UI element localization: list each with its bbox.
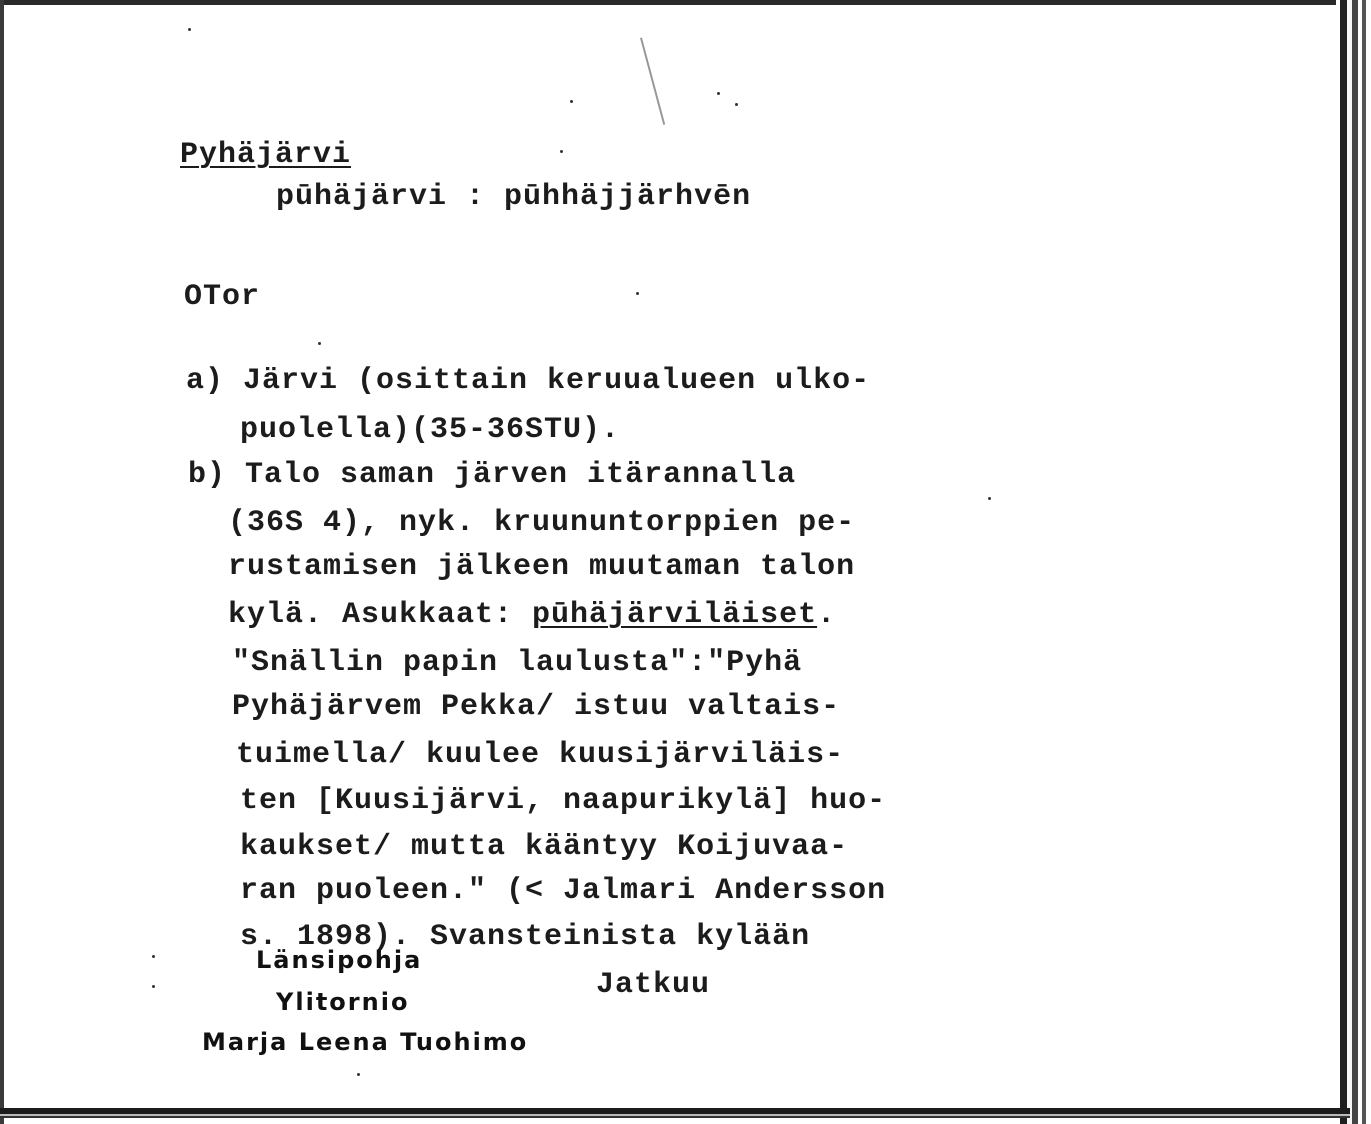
entry-line: b) Talo saman järven itärannalla (188, 458, 797, 492)
scan-speck (560, 150, 563, 153)
scan-speck (318, 342, 321, 345)
entry-line: "Snällin papin laulusta":"Pyhä (232, 646, 803, 680)
entry-line: ten [Kuusijärvi, naapurikylä] huo- (240, 784, 887, 818)
entry-line-period: . (817, 598, 837, 632)
entry-line: ran puoleen." (< Jalmari Andersson (240, 874, 887, 908)
entry-line: (36S 4), nyk. kruununtorppien pe- (228, 506, 856, 540)
stamp-region: Länsipohja (256, 946, 423, 974)
entry-line: kaukset/ mutta kääntyy Koijuvaa- (240, 830, 849, 864)
scan-speck (570, 100, 573, 103)
entry-line-inhabitants (228, 600, 836, 630)
scan-scratch (640, 37, 665, 124)
card-border-left (0, 0, 4, 1124)
stamp-collector: Marja Leena Tuohimo (202, 1028, 529, 1056)
entry-line: s. 1898). Svansteinista kylään (240, 920, 811, 954)
classification-code: OTor (184, 280, 261, 314)
continued-note: Jatkuu (596, 968, 711, 1002)
entry-line: rustamisen jälkeen muutaman talon (228, 550, 856, 584)
scan-speck (152, 955, 155, 958)
inhabitants-term: pūhäjärviläiset (532, 598, 818, 632)
card-border-top (0, 0, 1340, 5)
entry-line: kylä. Asukkaat: (228, 598, 533, 632)
card-border-right (1336, 0, 1371, 1124)
scan-speck (988, 497, 991, 500)
entry-line: Pyhäjärvem Pekka/ istuu valtais- (232, 690, 841, 724)
card-border-bottom (0, 1108, 1350, 1118)
entry-line: tuimella/ kuulee kuusijärviläis- (236, 738, 845, 772)
scan-speck (357, 1073, 360, 1076)
entry-line: a) Järvi (osittain keruualueen ulko- (186, 364, 871, 398)
card-heading: Pyhäjärvi (180, 138, 352, 172)
scan-speck (188, 28, 191, 31)
pronunciation-line: pūhäjärvi : pūhhäjjärhvēn (276, 180, 752, 214)
stamp-parish: Ylitornio (276, 988, 410, 1016)
scan-speck (636, 292, 639, 295)
entry-line: puolella)(35-36STU). (240, 413, 621, 447)
scan-speck (152, 985, 155, 988)
scan-speck (717, 92, 720, 95)
scan-speck (735, 103, 738, 106)
